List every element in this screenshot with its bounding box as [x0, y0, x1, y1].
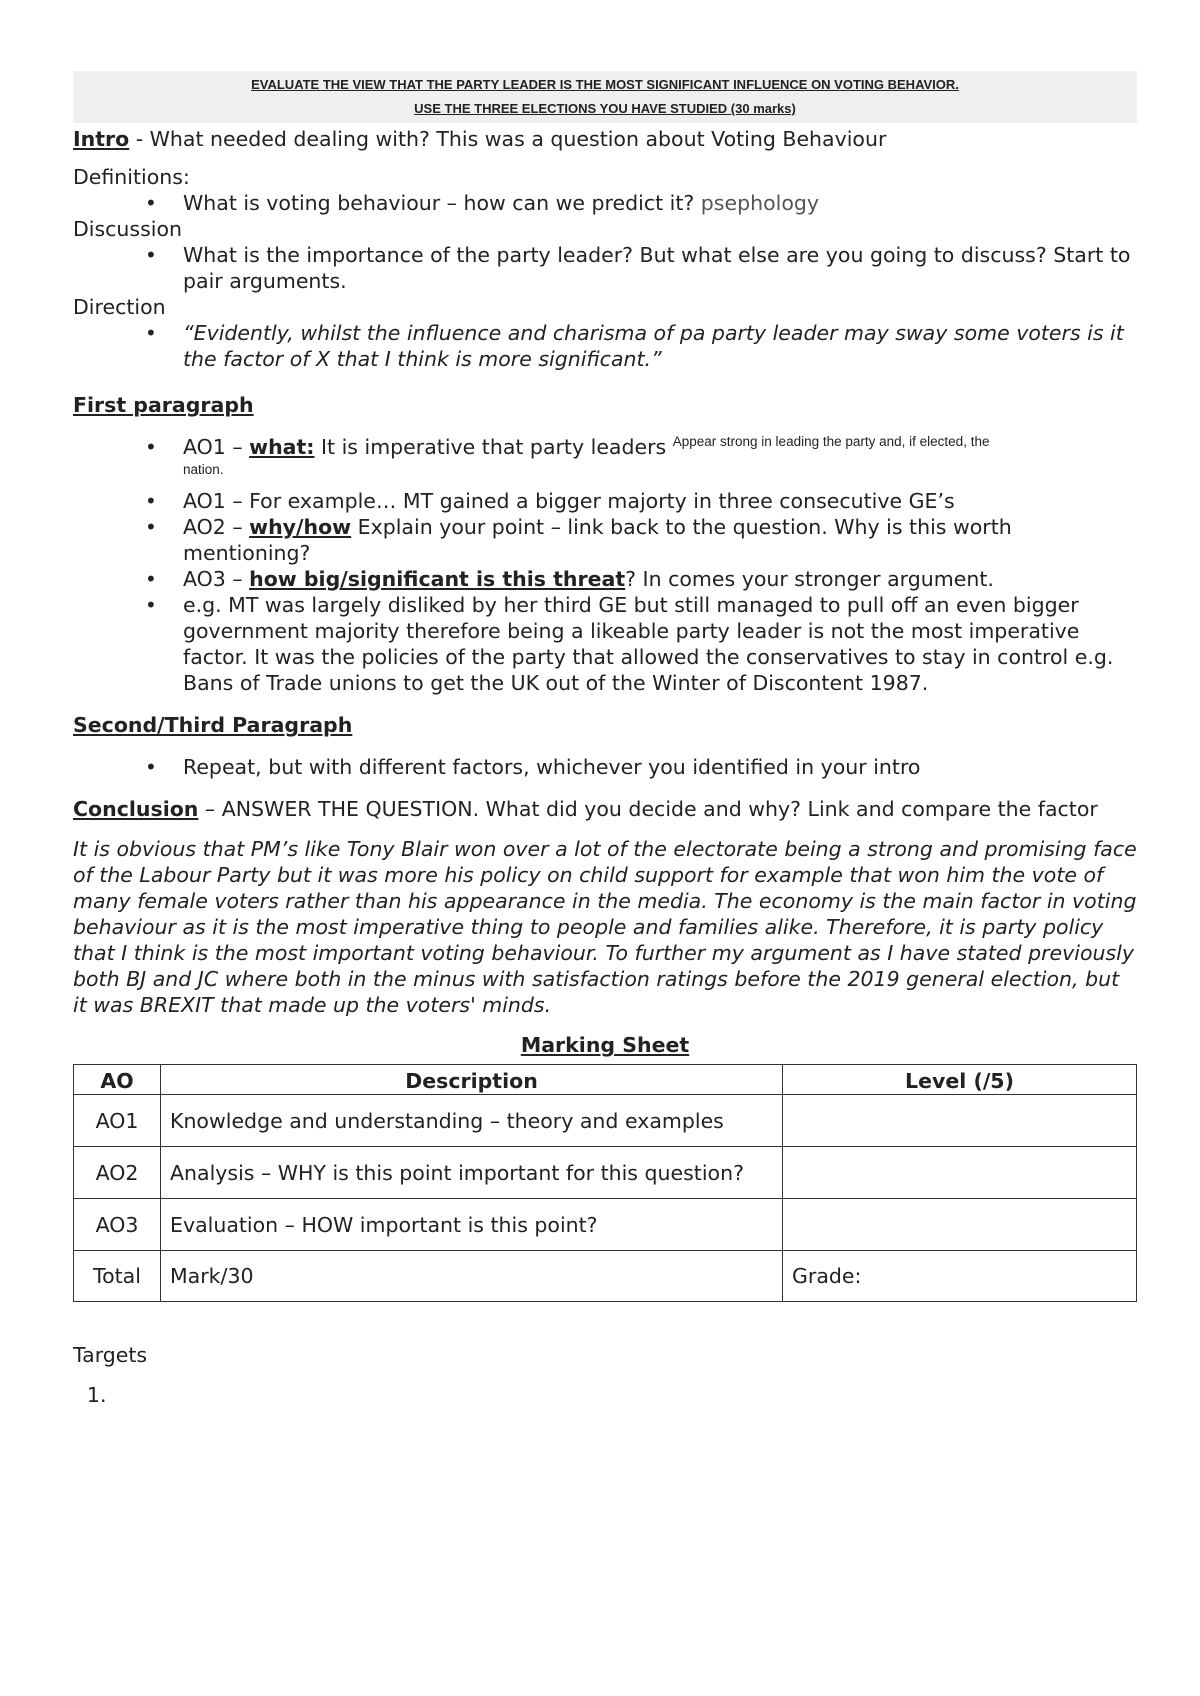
- discussion-list: [73, 242, 1137, 294]
- list-item: • “Evidently, whilst the influence and charisma of pa party leader may sway some voters is it the factor of X that I think is more significant.”: [183, 320, 1137, 372]
- table-row: [74, 1147, 1137, 1199]
- level-cell: [783, 1147, 1137, 1199]
- ao-cell: AO3: [74, 1199, 161, 1251]
- conclusion-example: It is obvious that PM’s like Tony Blair won over a lot of the electorate being a strong and promising face of the Labour Party but it was more his policy on child support for example that won him the vote of many female voters rather than his appearance in the media. The economy is the main factor in voting behaviour as it is the most imperative thing to people and families alike. Therefore, it is party policy that I think is the most important voting behaviour. To further my argument as I have stated previously both BJ and JC where both in the minus with satisfaction ratings before the 2019 general election, but it was BREXIT that made up the voters' minds.: [73, 837, 1137, 1017]
- marking-sheet-title: Marking Sheet: [520, 1033, 690, 1057]
- ao-cell: AO1: [74, 1095, 161, 1147]
- description-cell: Evaluation – HOW important is this point?: [161, 1199, 783, 1251]
- column-header-description: Description: [161, 1065, 783, 1095]
- list-item: • e.g. MT was largely disliked by her third GE but still managed to pull off an even bigger government majority therefore being a likeable party leader is not the most imperative factor. It was the policies of the party that allowed the conservatives to stay in control e.g. Bans of Trade unions to get the UK out of the Winter of Discontent 1987.: [183, 592, 1137, 696]
- table-row: [74, 1095, 1137, 1147]
- list-item: • What is voting behaviour – how can we predict it? psephology: [183, 190, 1137, 216]
- list-item: • AO1 – For example… MT gained a bigger majorty in three consecutive GE’s: [183, 488, 1137, 514]
- definitions-list: [73, 190, 1137, 216]
- targets-label: Targets: [73, 1343, 148, 1367]
- description-cell: Knowledge and understanding – theory and examples: [161, 1095, 783, 1147]
- level-cell: Grade:: [783, 1251, 1137, 1302]
- question-line-2: USE THE THREE ELECTIONS YOU HAVE STUDIED (30 marks): [414, 101, 796, 116]
- second-paragraph-list: [73, 754, 1137, 780]
- first-paragraph-heading: First paragraph: [73, 393, 254, 417]
- intro-text: - What needed dealing with? This was a question about Voting Behaviour: [129, 127, 887, 151]
- direction-label: Direction: [73, 295, 166, 319]
- intro-heading: Intro: [73, 127, 130, 151]
- document-page: [73, 71, 1137, 1408]
- list-item: • What is the importance of the party leader? But what else are you going to discuss? Start to pair arguments.: [183, 242, 1137, 294]
- direction-list: [73, 320, 1137, 372]
- definitions-label: Definitions:: [73, 165, 190, 189]
- list-item: • AO2 – why/how Explain your point – link back to the question. Why is this worth mentioning?: [183, 514, 1137, 566]
- list-item: • Repeat, but with different factors, whichever you identified in your intro: [183, 754, 1137, 780]
- description-cell: Mark/30: [161, 1251, 783, 1302]
- description-cell: Analysis – WHY is this point important for this question?: [161, 1147, 783, 1199]
- level-cell: [783, 1095, 1137, 1147]
- first-paragraph-list: [73, 434, 1137, 696]
- table-row: [74, 1199, 1137, 1251]
- question-header: [73, 71, 1137, 123]
- column-header-ao: AO: [74, 1065, 161, 1095]
- column-header-level: Level (/5): [783, 1065, 1137, 1095]
- table-header-row: [74, 1065, 1137, 1095]
- ao-cell: AO2: [74, 1147, 161, 1199]
- ao-cell: Total: [74, 1251, 161, 1302]
- marking-table: [73, 1064, 1137, 1302]
- question-line-1: EVALUATE THE VIEW THAT THE PARTY LEADER IS THE MOST SIGNIFICANT INFLUENCE ON VOTING BEHAVIOR.: [251, 77, 959, 92]
- psephology-term: psephology: [700, 191, 820, 215]
- level-cell: [783, 1199, 1137, 1251]
- list-item: [113, 1382, 1137, 1408]
- discussion-label: Discussion: [73, 217, 183, 241]
- second-paragraph-heading: Second/Third Paragraph: [73, 713, 353, 737]
- targets-list: [73, 1382, 1137, 1408]
- table-row: [74, 1251, 1137, 1302]
- list-item: • AO1 – what: It is imperative that party leaders $^{Appear strong in leading the party and, if elected, the}$ nation.: [183, 434, 1137, 480]
- list-item: • AO3 – how big/significant is this threat? In comes your stronger argument.: [183, 566, 1137, 592]
- intro-line: [73, 126, 1137, 152]
- conclusion-line: Conclusion – ANSWER THE QUESTION. What did you decide and why? Link and compare the factor: [73, 797, 1098, 821]
